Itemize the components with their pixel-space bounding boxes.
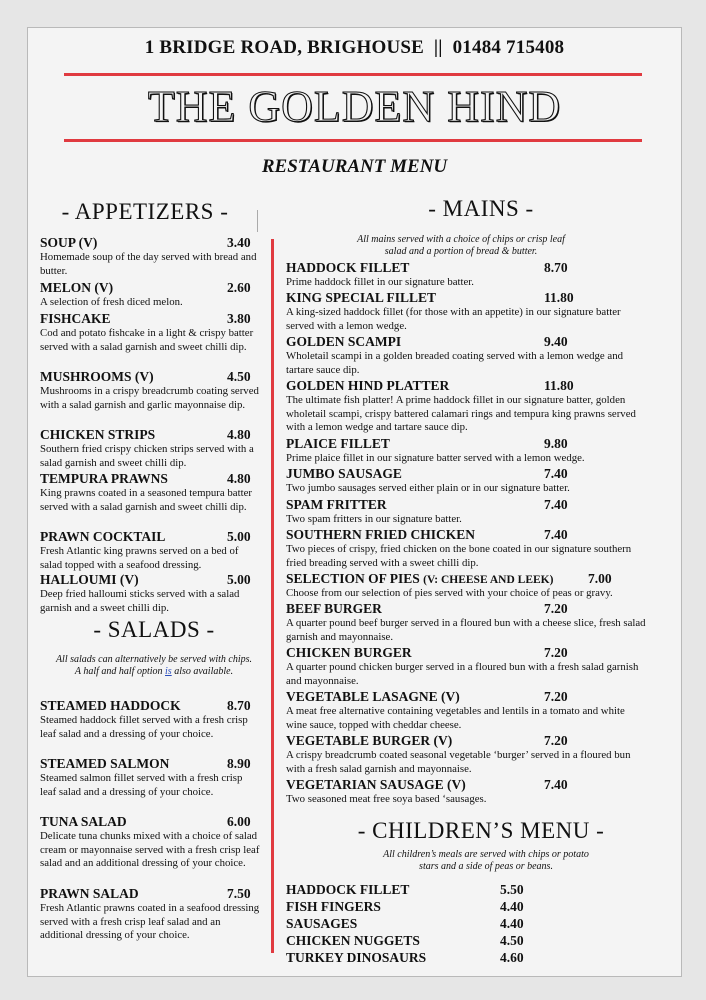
list-item <box>286 601 648 644</box>
item-price: 8.70 <box>544 260 568 275</box>
list-item <box>40 427 260 470</box>
item-name: CHICKEN STRIPS <box>40 427 156 442</box>
item-description: A selection of fresh diced melon. <box>40 296 183 308</box>
item-price: 7.40 <box>544 777 568 792</box>
salads-note <box>48 654 260 678</box>
top-red-rule <box>64 73 642 76</box>
item-price: 4.50 <box>227 369 251 384</box>
item-name: MUSHROOMS (V) <box>40 369 154 384</box>
childrens-note: All children’s meals are served with chips or potato stars and a side of peas or beans. <box>383 849 589 872</box>
mains-title: - MAINS - <box>428 196 534 221</box>
item-price: 7.20 <box>544 645 568 660</box>
item-price: 5.00 <box>227 572 251 587</box>
menu-subtitle: RESTAURANT MENU <box>261 156 448 177</box>
item-name: SOUTHERN FRIED CHICKEN <box>286 527 476 542</box>
address: 1 BRIDGE ROAD, BRIGHOUSE <box>144 37 425 58</box>
separator: || <box>433 37 443 58</box>
salads-note-line2 <box>48 666 260 678</box>
list-item <box>40 698 260 741</box>
item-name: VEGETABLE LASAGNE (V) <box>286 689 460 704</box>
list-item <box>286 334 648 377</box>
list-item <box>286 260 648 290</box>
item-name: BEEF BURGER <box>286 601 382 616</box>
item-price: 6.00 <box>227 814 251 829</box>
item-description: Steamed haddock fillet served with a fresh crisp leaf salad and a dressing of your choice. <box>40 714 248 740</box>
item-description: Prime plaice fillet in our signature batter served with a lemon wedge. <box>286 452 585 464</box>
item-description: A meat free alternative containing vegetables and lentils in a tomato and white wine sauce, topped with cheddar cheese. <box>286 705 625 731</box>
item-description: Southern fried crispy chicken strips served with a salad garnish and sweet chilli dip. <box>40 443 254 469</box>
item-name: PRAWN COCKTAIL <box>40 529 166 544</box>
appetizers-title: - APPETIZERS - <box>61 199 229 224</box>
list-item <box>286 689 648 732</box>
item-name: TUNA SALAD <box>40 814 127 829</box>
item-price: 11.80 <box>544 378 574 393</box>
item-price: 4.40 <box>500 899 524 914</box>
list-item <box>286 933 646 950</box>
salads-note-line1: All salads can alternatively be served with chips. <box>55 654 253 665</box>
item-description: Prime haddock fillet in our signature batter. <box>286 276 474 288</box>
item-price: 8.70 <box>227 698 251 713</box>
item-name: HADDOCK FILLET <box>286 260 410 275</box>
item-name: SPAM FRITTER <box>286 497 387 512</box>
list-item <box>286 571 648 601</box>
item-price: 11.80 <box>544 290 574 305</box>
salads-title: - SALADS - <box>93 617 215 642</box>
item-price: 3.80 <box>227 311 251 326</box>
item-description: Two seasoned meat free soya based ‘sausages. <box>286 793 487 805</box>
item-description: Deep fried halloumi sticks served with a salad garnish and a sweet chilli dip. <box>40 588 240 614</box>
item-price: 2.60 <box>227 280 251 295</box>
list-item <box>286 777 648 807</box>
list-item <box>40 814 260 871</box>
item-price: 4.80 <box>227 471 251 486</box>
item-price: 7.00 <box>588 571 612 586</box>
item-name: SAUSAGES <box>286 916 358 931</box>
list-item <box>286 950 646 967</box>
item-price: 4.50 <box>500 933 524 948</box>
list-item <box>40 886 260 943</box>
list-item <box>40 471 260 514</box>
address-line <box>28 37 681 59</box>
item-price: 3.40 <box>227 235 251 250</box>
list-item <box>286 436 648 466</box>
item-name: GOLDEN HIND PLATTER <box>286 378 450 393</box>
item-description: Cod and potato fishcake in a light & crispy batter served with a salad garnish and sweet chilli dip. <box>40 327 254 353</box>
item-name: FISHCAKE <box>40 311 111 326</box>
list-item <box>40 756 260 799</box>
list-item <box>286 733 648 776</box>
list-item <box>286 466 648 496</box>
item-price: 8.90 <box>227 756 251 771</box>
item-name: MELON (V) <box>40 280 114 295</box>
column-divider <box>271 239 274 953</box>
item-price: 9.40 <box>544 334 568 349</box>
item-description: A king-sized haddock fillet (for those with an appetite) in our signature batter served with a lemon wedge. <box>286 306 621 332</box>
list-item <box>286 497 648 527</box>
item-name: TURKEY DINOSAURS <box>286 950 427 965</box>
list-item <box>286 645 648 688</box>
item-price: 7.40 <box>544 527 568 542</box>
item-name: JUMBO SAUSAGE <box>286 466 402 481</box>
item-price: 4.80 <box>227 427 251 442</box>
item-price: 7.20 <box>544 601 568 616</box>
item-name: PLAICE FILLET <box>286 436 390 451</box>
childrens-menu-title: - CHILDREN’S MENU - <box>357 818 605 843</box>
item-description: Homemade soup of the day served with bread and butter. <box>40 251 257 277</box>
item-name: STEAMED HADDOCK <box>40 698 181 713</box>
item-name: KING SPECIAL FILLET <box>286 290 437 305</box>
item-name-text: SELECTION OF PIES <box>286 571 420 586</box>
item-price: 7.50 <box>227 886 251 901</box>
list-item <box>286 290 648 333</box>
note-text: also available. <box>171 666 234 677</box>
item-price: 9.80 <box>544 436 568 451</box>
item-name: HADDOCK FILLET <box>286 882 410 897</box>
menu-page <box>27 27 682 977</box>
item-price: 5.00 <box>227 529 251 544</box>
item-description: A quarter pound beef burger served in a floured bun with a cheese slice, fresh salad garnish and mayonnaise. <box>286 617 646 643</box>
item-price: 5.50 <box>500 882 524 897</box>
item-description: Fresh Atlantic king prawns served on a bed of salad topped with a seafood dressing. <box>40 545 239 571</box>
item-price: 4.60 <box>500 950 524 965</box>
list-item <box>40 529 260 572</box>
list-item <box>40 235 260 278</box>
item-name: VEGETARIAN SAUSAGE (V) <box>286 777 466 792</box>
item-price: 7.20 <box>544 733 568 748</box>
item-name: STEAMED SALMON <box>40 756 170 771</box>
item-price: 7.40 <box>544 497 568 512</box>
bottom-red-rule <box>64 139 642 142</box>
item-description: A quarter pound chicken burger served in a floured bun with a fresh salad garnish and mayonnaise. <box>286 661 639 687</box>
item-price: 7.40 <box>544 466 568 481</box>
list-item <box>286 378 648 435</box>
list-item <box>286 882 646 899</box>
list-item <box>286 899 646 916</box>
list-item <box>286 527 648 570</box>
item-name: CHICKEN NUGGETS <box>286 933 420 948</box>
item-description: Two jumbo sausages served either plain or in our signature batter. <box>286 482 570 494</box>
note-underlined-word: is <box>165 666 172 677</box>
list-item <box>40 369 260 412</box>
note-text: A half and half option <box>74 666 166 677</box>
item-description: A crispy breadcrumb coated seasonal vegetable ‘burger’ served in a floured bun with a fresh salad garnish and mayonnaise. <box>286 749 631 775</box>
item-description: Fresh Atlantic prawns coated in a seafood dressing served with a fresh crisp leaf salad and an additional dressing of your choice. <box>40 902 260 941</box>
item-description: King prawns coated in a seasoned tempura batter served with a salad garnish and sweet chilli dip. <box>40 487 252 513</box>
item-name: SOUP (V) <box>40 235 98 250</box>
item-name: VEGETABLE BURGER (V) <box>286 733 453 748</box>
item-description: Two spam fritters in our signature batter. <box>286 513 462 525</box>
item-name: HALLOUMI (V) <box>40 572 139 587</box>
item-name: TEMPURA PRAWNS <box>40 471 168 486</box>
item-name-variant: (V: CHEESE AND LEEK) <box>423 574 554 586</box>
list-item <box>286 916 646 933</box>
item-name: PRAWN SALAD <box>40 886 139 901</box>
item-price: 7.20 <box>544 689 568 704</box>
small-divider <box>257 210 258 232</box>
item-description: Choose from our selection of pies served with your choice of peas or gravy. <box>286 587 613 599</box>
phone-number: 01484 715408 <box>452 37 565 58</box>
item-name: CHICKEN BURGER <box>286 645 412 660</box>
item-description: Mushrooms in a crispy breadcrumb coating served with a salad garnish and garlic mayonnaise dip. <box>40 385 259 411</box>
mains-note: All mains served with a choice of chips or crisp leaf salad and a portion of bread & butter. <box>357 234 565 257</box>
item-description: Wholetail scampi in a golden breaded coating served with a lemon wedge and tartare sauce dip. <box>286 350 623 376</box>
item-name <box>286 571 553 588</box>
item-description: Two pieces of crispy, fried chicken on the bone coated in our signature southern fried breading served with a sweet chilli dip. <box>286 543 632 569</box>
item-name: FISH FINGERS <box>286 899 381 914</box>
item-name: GOLDEN SCAMPI <box>286 334 402 349</box>
restaurant-title: THE GOLDEN HIND <box>147 82 562 131</box>
item-description: The ultimate fish platter! A prime haddock fillet in our signature batter, golden wholetail scampi, crispy battered calamari rings and tempura king prawns served with a lemon wedge and tartare sauce dip. <box>286 394 636 433</box>
item-price: 4.40 <box>500 916 524 931</box>
list-item <box>40 280 260 310</box>
list-item <box>40 572 260 615</box>
list-item <box>40 311 260 354</box>
item-description: Delicate tuna chunks mixed with a choice of salad cream or mayonnaise served with a fresh crisp leaf salad and an additional dressing of your choice. <box>40 830 260 869</box>
item-description: Steamed salmon fillet served with a fresh crisp leaf salad and a dressing of your choice. <box>40 772 243 798</box>
